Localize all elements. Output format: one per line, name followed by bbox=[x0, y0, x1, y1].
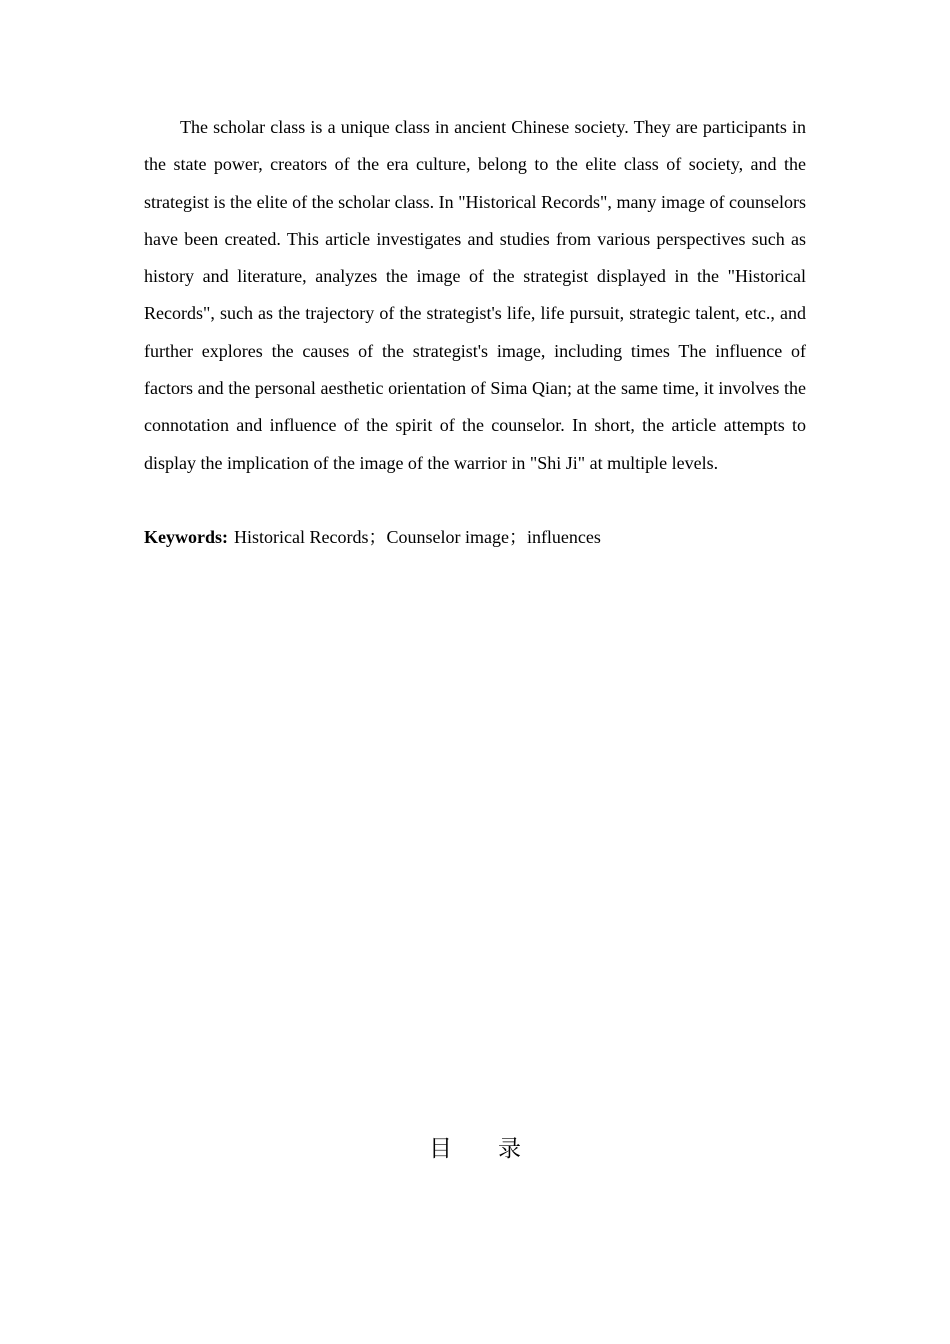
abstract-paragraph: The scholar class is a unique class in ancient Chinese society. They are participants in the state power, creators of the era culture, belong to the elite class of society, and the strategist is the elite of the scholar class. In "Historical Records", many image of counselors have been created. This article investigates and studies from various perspectives such as history and literature, analyzes the image of the strategist displayed in the "Historical Records", such as the trajectory of the strategist's life, life pursuit, strategic talent, etc., and further explores the causes of the strategist's image, including times The influence of factors and the personal aesthetic orientation of Sima Qian; at the same time, it involves the connotation and influence of the spirit of the counselor. In short, the article attempts to display the implication of the image of the warrior in "Shi Ji" at multiple levels. bbox=[144, 117, 806, 473]
keywords-line bbox=[144, 519, 806, 556]
table-of-contents-title: 目 录 bbox=[429, 1136, 521, 1162]
keywords-values: Historical Records；Counselor image；influences bbox=[234, 527, 601, 547]
keywords-label: Keywords: bbox=[144, 527, 228, 547]
